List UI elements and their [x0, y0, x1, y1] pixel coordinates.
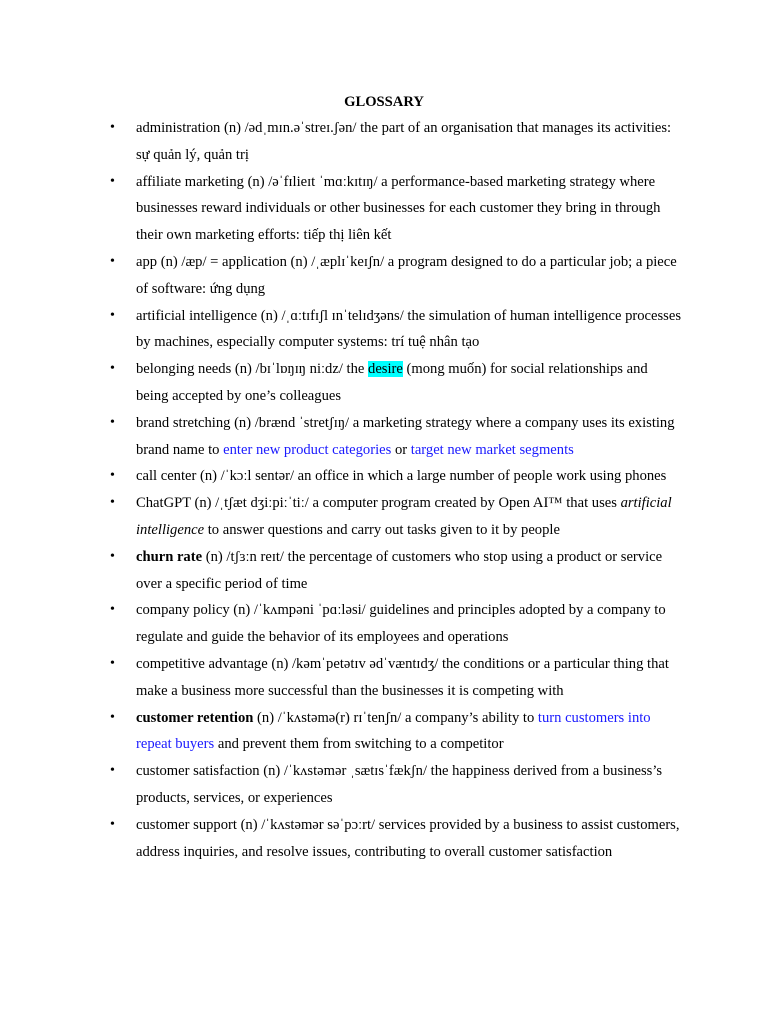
- bullet-icon: •: [110, 548, 115, 564]
- glossary-entry-brand-stretching: [0, 410, 681, 464]
- glossary-entry-call-center: [0, 463, 681, 490]
- glossary-entry-administration: [0, 115, 681, 169]
- entry-text-part: (n) /tʃɜːn reɪt/ the percentage of customers who stop using a product or service over a specific period of time: [136, 548, 663, 592]
- glossary-list: [0, 115, 768, 865]
- bullet-icon: •: [110, 414, 115, 430]
- entry-text: artificial intelligence (n) /ˌɑːtɪfɪʃl ɪnˈtelɪdʒəns/ the simulation of human intelligence processes by machines, especially computer systems: trí tuệ nhân tạo: [136, 307, 681, 351]
- bullet-icon: •: [110, 709, 115, 725]
- bullet-icon: •: [110, 655, 115, 671]
- entry-text-part: (mong muốn) for social relationships and being accepted by one’s colleagues: [136, 361, 648, 404]
- entry-text: app (n) /æp/ = application (n) /ˌæplɪˈkeɪʃn/ a program designed to do a particular job; a piece of software: ứng dụng: [136, 253, 677, 297]
- bullet-icon: •: [110, 361, 115, 377]
- bold-term: churn rate: [136, 548, 203, 565]
- entry-text: call center (n) /ˈkɔːl sentər/ an office in which a large number of people work using phones: [136, 468, 667, 485]
- bullet-icon: •: [110, 495, 115, 511]
- bullet-icon: •: [110, 307, 115, 323]
- glossary-title: GLOSSARY: [344, 94, 424, 110]
- glossary-entry-artificial-intelligence: [0, 303, 681, 357]
- glossary-entry-belonging-needs: [0, 356, 681, 410]
- entry-text: administration (n) /ədˌmɪn.əˈstreɪ.ʃən/ the part of an organisation that manages its activities: sự quản lý, quản trị: [136, 120, 672, 163]
- entry-text-part: belonging needs (n) /bɪˈlɒŋɪŋ niːdz/ the: [136, 361, 369, 378]
- bullet-icon: •: [110, 816, 115, 832]
- glossary-entry-customer-support: [0, 812, 681, 866]
- entry-text-part: brand stretching (n) /brænd ˈstretʃɪŋ/ a marketing strategy where a company uses its existing brand name to: [136, 414, 675, 458]
- link-enter-new-product-categories[interactable]: enter new product categories: [223, 441, 392, 458]
- entry-text-part: (n) /ˈkʌstəmə(r) rɪˈtenʃn/ a company’s ability to: [253, 709, 538, 726]
- bullet-icon: •: [110, 468, 115, 484]
- glossary-entry-competitive-advantage: [0, 651, 681, 705]
- bullet-icon: •: [110, 253, 115, 269]
- bullet-icon: •: [110, 602, 115, 618]
- glossary-entry-company-policy: [0, 597, 681, 651]
- glossary-entry-affiliate-marketing: [0, 169, 681, 249]
- italic-term: artificial intelligence: [136, 495, 672, 538]
- entry-text: competitive advantage (n) /kəmˈpetətɪv ədˈvæntɪdʒ/ the conditions or a particular thing that make a business more successful than the businesses it is competing with: [136, 655, 669, 699]
- bullet-icon: •: [110, 120, 115, 135]
- entry-text-part: to answer questions and carry out tasks given to it by people: [204, 521, 560, 538]
- glossary-entry-churn-rate: [0, 544, 681, 598]
- entry-text-part: ChatGPT (n) /ˌtʃæt dʒiːpiːˈtiː/ a computer program created by Open AI™ that uses: [136, 495, 621, 512]
- entry-text: customer satisfaction (n) /ˈkʌstəmər ˌsætɪsˈfækʃn/ the happiness derived from a business’s products, services, or experiences: [136, 763, 663, 806]
- highlighted-word: desire: [368, 361, 403, 378]
- entry-text-part: and prevent them from switching to a competitor: [214, 736, 504, 753]
- entry-text-part: or: [391, 441, 411, 458]
- entry-text: customer support (n) /ˈkʌstəmər səˈpɔːrt/ services provided by a business to assist customers, address inquiries, and resolve issues, contributing to overall customer satisfaction: [136, 816, 680, 860]
- entry-text: affiliate marketing (n) /əˈfɪlieɪt ˈmɑːkɪtɪŋ/ a performance-based marketing strategy where businesses reward individuals or other businesses for each customer they bring in through their own marketing efforts: tiếp thị liên kết: [136, 173, 661, 244]
- link-target-new-market-segments[interactable]: target new market segments: [410, 441, 574, 458]
- glossary-entry-chatgpt: [0, 490, 681, 544]
- glossary-entry-customer-satisfaction: [0, 758, 681, 812]
- glossary-entry-app: [0, 249, 681, 303]
- glossary-entry-customer-retention: [0, 705, 681, 759]
- bold-term: customer retention: [136, 709, 254, 726]
- bullet-icon: •: [110, 763, 115, 779]
- entry-text: company policy (n) /ˈkʌmpəni ˈpɑːləsi/ guidelines and principles adopted by a company to regulate and guide the behavior of its employees and operations: [136, 602, 666, 646]
- link-turn-customers-into-repeat-buyers[interactable]: turn customers into repeat buyers: [136, 709, 651, 753]
- bullet-icon: •: [110, 173, 115, 189]
